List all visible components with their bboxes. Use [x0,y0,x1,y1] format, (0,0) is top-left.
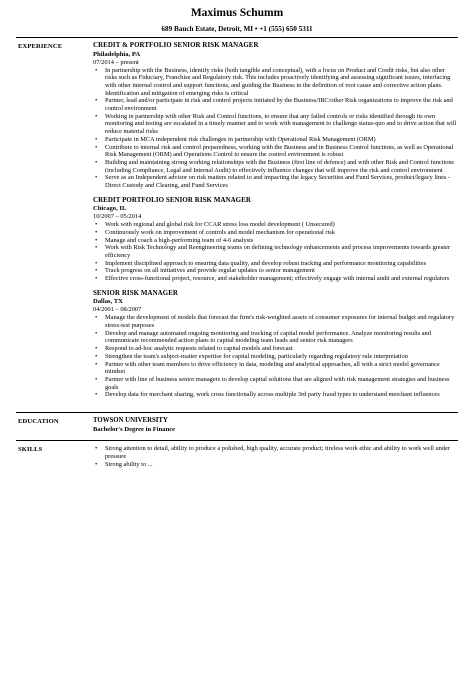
bullet-item: • Partner, lead and/or participate in risk and control projects initiated by the Business/IBC/other Risk organizations to improve the risk and control environment [103,97,458,112]
job-entry [93,42,458,190]
bullet-item: • Manage the development of models that forecast the firm's risk-weighted assets of consumer exposures for internal budget and regulatory stress-test purposes [103,314,458,329]
bullet-item: • Implement disciplined approach to ensuring data quality, and develop robust tracking and performance monitoring capabilities [103,260,458,268]
education-section [16,413,458,434]
bullet-item: • Manage and coach a high-performing team of 4-6 analysts [103,237,458,245]
bullet-item: • Strengthen the team's subject-matter expertise for capital modeling, particularly regarding regulatory rule interpretation [103,353,458,361]
skills-body [93,445,458,468]
job-location: Chicago, IL [93,205,127,213]
skill-item: • Strong ability to ... [103,461,458,469]
degree-name: Bachelor's Degree in Finance [93,425,176,433]
job-title: SENIOR RISK MANAGER [93,289,178,297]
job-entry [93,290,458,399]
candidate-name: Maximus Schumm [190,7,284,19]
education-body [93,417,458,434]
bullet-item: • Building and maintaining strong working relationships with the Business (first line of defence) and with other Risk and Control functions (including Compliance, Legal and Internal Audit) to effectively influence changes that will improve the risk and control environment [103,159,458,174]
skills-list [93,445,458,468]
job-bullets [93,221,458,283]
job-entry [93,197,458,283]
bullet-item: • Partner with other team members to drive efficiency in data, modeling and analytical approaches, all with a strict model governance mindset [103,361,458,376]
job-title: CREDIT PORTFOLIO SENIOR RISK MANAGER [93,196,251,204]
experience-section [16,38,458,406]
bullet-item: • Contribute to internal risk and control preparedness, working with the Business and in Business Control functions, as well as Operational Risk Management (ORM) and Operations Control to ensure the control environment is robust [103,144,458,159]
school-name: TOWSON UNIVERSITY [93,417,168,425]
bullet-item: • Work with Risk Technology and Reengineering teams on defining technology enhancements and process improvements towards greater efficiency [103,244,458,259]
job-dates: 10/2007 – 05/2014 [93,213,142,221]
education-label: EDUCATION [18,418,59,426]
bullet-item: • Serve as an Independent advisor on risk matters related to and impacting the legacy Securities and Fund Services, product/legacy lines - Direct Custody and Clearing, and Fund Services [103,174,458,189]
bullet-item: • In partnership with the Business, identify risks (both tangible and conceptual), with a focus on Product and Credit risks, but also other risks such as Fiduciary, Franchise and Regulatory risk. This includes proactively identifying and assessing significant issues, interfacing with other internal control and support functions, and guiding the Business in the definition of root cause and corrective action plans. Identification and mitigation of emerging risks is critical [103,67,458,98]
skills-section [16,441,458,468]
bullet-item: • Respond to ad-hoc analytic requests related to capital models and forecast [103,345,458,353]
experience-body [93,42,458,406]
skills-label: SKILLS [18,446,43,454]
job-location: Philadelphia, PA [93,50,141,58]
bullet-item: • Work with regional and global risk for CCAR stress loss model development ( Unsecured) [103,221,458,229]
experience-label: EXPERIENCE [18,43,63,50]
bullet-item: • Participate in MCA independent risk challenges in partnership with Operational Risk Management (ORM) [103,136,458,144]
bullet-item: • Effective cross-functional project, resource, and stakeholder management; effectively engage with internal audit and external regulators [103,275,458,283]
bullet-item: • Track progress on all initiatives and provide regular updates to senior management [103,267,458,275]
job-location: Dallas, TX [93,298,123,306]
contact-line: 689 Bauch Estate, Detroit, MI • +1 (555) 650 5311 [161,25,313,33]
bullet-item: • Continuously work on improvement of controls and model mechanism for operational risk [103,229,458,237]
bullet-item: • Develop and manage automated ongoing monitoring and tracking of capital model performance. Analyze monitoring results and communicate recommended action plans to capital modeling team leads and senior risk managers [103,330,458,345]
skill-item: • Strong attention to detail, ability to produce a polished, high quality, accurate product; tireless work ethic and ability to work well under pressure [103,445,458,460]
bullet-item: • Partner with line of business senior managers to develop capital solutions that are aligned with risk management strategies and business goals [103,376,458,391]
job-title: CREDIT & PORTFOLIO SENIOR RISK MANAGER [93,42,259,49]
job-bullets [93,314,458,399]
job-dates: 07/2014 – present [93,58,139,66]
bullet-item: • Develop data for merchant sharing, work cross functionally across multiple 3rd party fraud types to understand merchant influences [103,391,458,399]
bullet-item: • Working in partnership with other Risk and Control functions, to ensure that any failed controls or risks identified through its own monitoring and testing are escalated in a timely manner and to work with management to challenge status-quo and to drive action that will reduce material risks [103,113,458,136]
job-dates: 04/2001 – 08/2007 [93,306,142,314]
job-bullets [93,67,458,190]
